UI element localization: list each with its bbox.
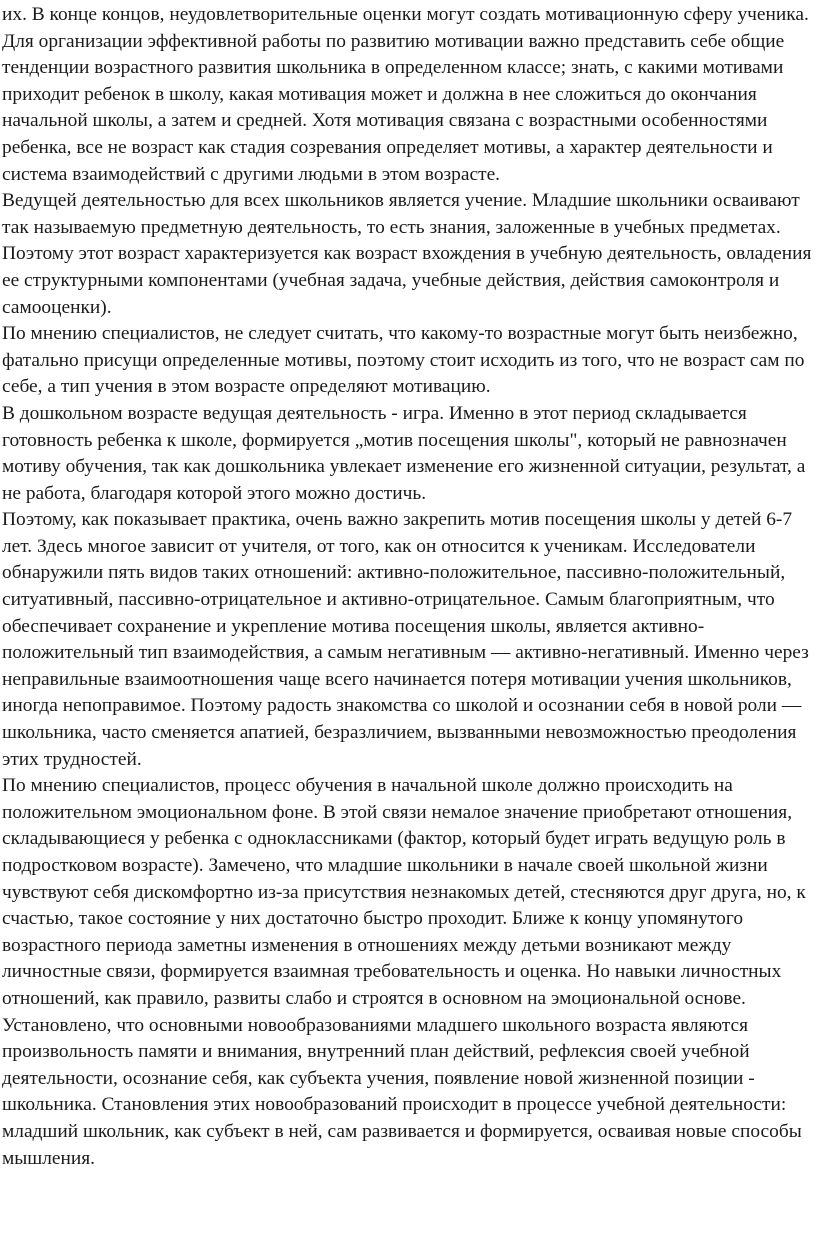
paragraph-8: Установлено, что основными новообразованиями младшего школьного возраста являются произвольность памяти и внимания, внутренний план действий, рефлексия своей учебной деятельности, осознание себя, как субъекта учения, появление новой жизненной позиции - школьника. Становления этих новообразований происходит в процессе учебной деятельности: младший школьник, как субъект в ней, сам развивается и формируется, осваивая новые способы мышления. [2, 1014, 802, 1169]
paragraph-6: Поэтому, как показывает практика, очень важно закрепить мотив посещения школы у детей 6-7 лет. Здесь многое зависит от учителя, от того, как он относится к ученикам. Исследователи обнаружили пять видов таких отношений: активно-положительное, пассивно-положительный, ситуативный, пассивно-отрицательное и активно-отрицательное. Самым благоприятным, что обеспечивает сохранение и укрепление мотива посещения школы, является активно-положительный тип взаимодействия, а самым негативным — активно-негативный. Именно через неправильные взаимоотношения чаще всего начинается потеря мотивации учения школьников, иногда непоправимое. Поэтому радость знакомства со школой и осознании себя в новой роли — школьника, часто сменяется апатией, безразличием, вызванными невозможностью преодоления этих трудностей. [2, 509, 809, 770]
paragraph-1: их. В конце концов, неудовлетворительные оценки могут создать мотивационную сферу ученика. [2, 4, 809, 25]
paragraph-5: В дошкольном возрасте ведущая деятельность - игра. Именно в этот период складывается готовность ребенка к школе, формируется „мотив посещения школы", который не равнозначен мотиву обучения, так как дошкольника увлекает изменение его жизненной ситуации, результат, а не работа, благодаря которой этого можно достичь. [2, 402, 806, 504]
paragraph-3: Ведущей деятельностью для всех школьников является учение. Младшие школьники осваивают так называемую предметную деятельность, то есть знания, заложенные в учебных предметах. Поэтому этот возраст характеризуется как возраст вхождения в учебную деятельность, овладения ее структурными компонентами (учебная задача, учебные действия, действия самоконтроля и самооценки). [2, 190, 812, 318]
paragraph-4: По мнению специалистов, не следует считать, что какому-то возрастные могут быть неизбежно, фатально присущи определенные мотивы, поэтому стоит исходить из того, что не возраст сам по себе, а тип учения в этом возрасте определяют мотивацию. [2, 323, 805, 398]
paragraph-7: По мнению специалистов, процесс обучения в начальной школе должно происходить на положительном эмоциональном фоне. В этой связи немалое значение приобретают отношения, складывающиеся у ребенка с одноклассниками (фактор, который будет играть ведущую роль в подростковом возрасте). Замечено, что младшие школьники в начале своей школьной жизни чувствуют себя дискомфортно из-за присутствия незнакомых детей, стесняются друг друга, но, к счастью, такое состояние у них достаточно быстро проходит. Ближе к концу упомянутого возрастного периода заметны изменения в отношениях между детьми возникают между личностные связи, формируется взаимная требовательность и оценка. Но навыки личностных отношений, как правило, развиты слабо и строятся в основном на эмоциональной основе. [2, 775, 806, 1009]
paragraph-2: Для организации эффективной работы по развитию мотивации важно представить себе общие тенденции возрастного развития школьника в определенном классе; знать, с какими мотивами приходит ребенок в школу, какая мотивация может и должна в нее сложиться до окончания начальной школы, а затем и средней. Хотя мотивация связана с возрастными особенностями ребенка, все не возраст как стадия созревания определяет мотивы, а характер деятельности и система взаимодействий с другими людьми в этом возрасте. [2, 30, 785, 185]
